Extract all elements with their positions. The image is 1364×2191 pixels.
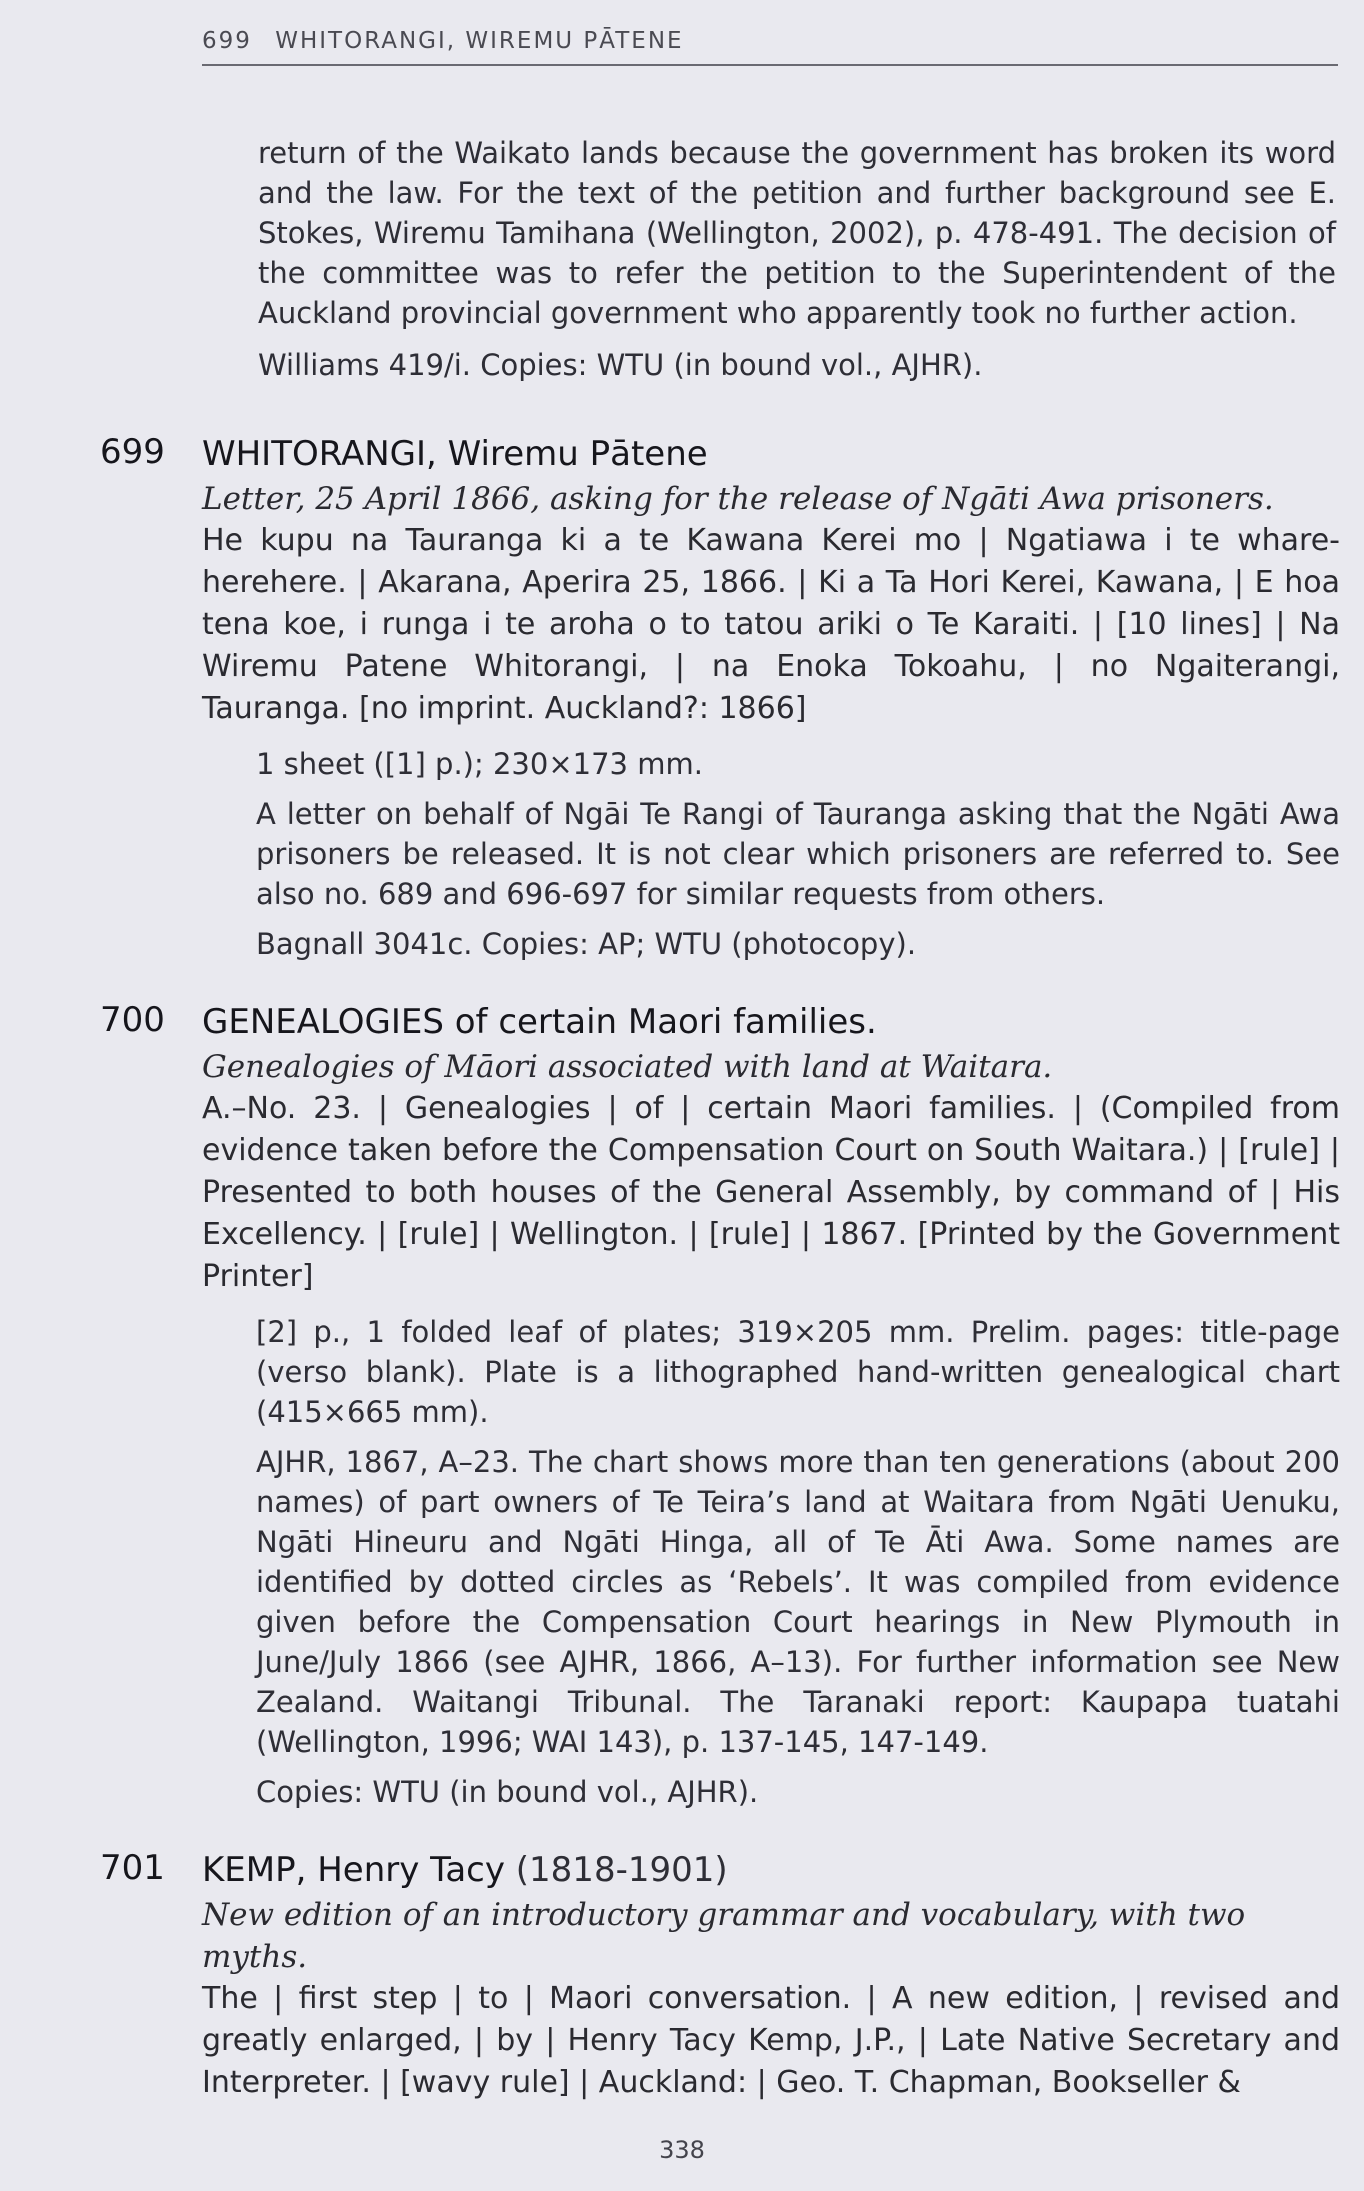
- entry-note: AJHR, 1867, A–23. The chart shows more than ten generations (about 200 names) of part owners of Te Teira’s land at Waitara from Ngāti Uenuku, Ngāti Hineuru and Ngāti Hinga, all of Te Āti Awa. Some names are identified by dotted circles as ‘Rebels’. It was compiled from evidence given before the Compensation Court hearings in New Plymouth in June/July 1866 (see AJHR, 1866, A–13). For further information see New Zealand. Waitangi Tribunal. The Taranaki report: Kaupapa tuatahi (Wellington, 1996; WAI 143), p. 137-145, 147-149.: [256, 1445, 1340, 1759]
- entry-transcription: A.–No. 23. | Genealogies | of | certain Maori families. | (Compiled from evidence taken before the Compensation Court on South Waitara.) | [rule] | Presented to both houses of the General Assembly, by command of | His Excellency. | [rule] | Wellington. | [rule] | 1867. [Printed by the Government Printer]: [202, 1091, 1340, 1294]
- entry-subtitle: New edition of an introductory grammar and vocabulary, with two myths.: [202, 1897, 1246, 1975]
- continued-paragraph: return of the Waikato lands because the government has broken its word and the law. For the text of the petition and further background see E. Stokes, Wiremu Tamihana (Wellington, 2002), p. 478-491. The decision of the committee was to refer the petition to the Superintendent of the Auckland provincial government who apparently took no further action.: [258, 136, 1336, 330]
- header-title: WHITORANGI, WIREMU PĀTENE: [275, 28, 684, 54]
- page-number: 338: [659, 2136, 705, 2164]
- entry-transcription: He kupu na Tauranga ki a te Kawana Kerei mo | Ngatiawa i te whare-herehere. | Akarana, Aperira 25, 1866. | Ki a Ta Hori Kerei, Kawana, | E hoa tena koe, i runga i te aroha o to tatou ariki o Te Karaiti. | [10 lines] | Na Wiremu Patene Whitorangi, | na Enoka Tokoahu, | no Ngaiterangi, Tauranga. [no imprint. Auckland?: 1866]: [202, 523, 1340, 726]
- entry-physical-description: [2] p., 1 folded leaf of plates; 319×205 mm. Prelim. pages: title-page (verso blank). Plate is a lithographed hand-written genealogical chart (415×665 mm).: [256, 1315, 1340, 1429]
- entry-700: [100, 1000, 1340, 1822]
- entry-heading: WHITORANGI, Wiremu Pātene: [202, 434, 708, 474]
- entry-physical-description: 1 sheet ([1] p.); 230×173 mm.: [256, 747, 703, 781]
- entry-number: 699: [100, 432, 165, 472]
- entry-note: A letter on behalf of Ngāi Te Rangi of Tauranga asking that the Ngāti Awa prisoners be released. It is not clear which prisoners are referred to. See also no. 689 and 696-697 for similar requests from others.: [256, 797, 1340, 911]
- entry-subtitle: Letter, 25 April 1866, asking for the release of Ngāti Awa prisoners.: [202, 481, 1274, 517]
- continued-entry: [258, 133, 1336, 397]
- header-entry-number: 699: [202, 28, 252, 54]
- entry-reference: Bagnall 3041c. Copies: AP; WTU (photocopy).: [256, 927, 917, 961]
- entry-reference: Copies: WTU (in bound vol., AJHR).: [256, 1775, 759, 1809]
- entry-subtitle: Genealogies of Māori associated with land at Waitara.: [202, 1049, 1053, 1085]
- entry-number: 700: [100, 1000, 165, 1040]
- entry-notes: [256, 744, 1340, 964]
- entry-heading: GENEALOGIES of certain Maori families.: [202, 1002, 877, 1042]
- entry-number: 701: [100, 1848, 165, 1888]
- entry-701: [100, 1848, 1340, 2104]
- entry-heading-line: [202, 1848, 1340, 1892]
- entry-699: [100, 432, 1340, 974]
- entry-notes: [256, 1312, 1340, 1812]
- entry-dates: (1818-1901): [515, 1850, 728, 1890]
- running-header: [202, 28, 1338, 66]
- entry-transcription: The | first step | to | Maori conversation. | A new edition, | revised and greatly enlarged, | by | Henry Tacy Kemp, J.P., | Late Native Secretary and Interpreter. | [wavy rule] | Auckland: | Geo. T. Chapman, Bookseller &: [202, 1981, 1340, 2100]
- continued-reference: Williams 419/i. Copies: WTU (in bound vol., AJHR).: [258, 348, 983, 382]
- entry-heading: KEMP, Henry Tacy: [202, 1850, 505, 1890]
